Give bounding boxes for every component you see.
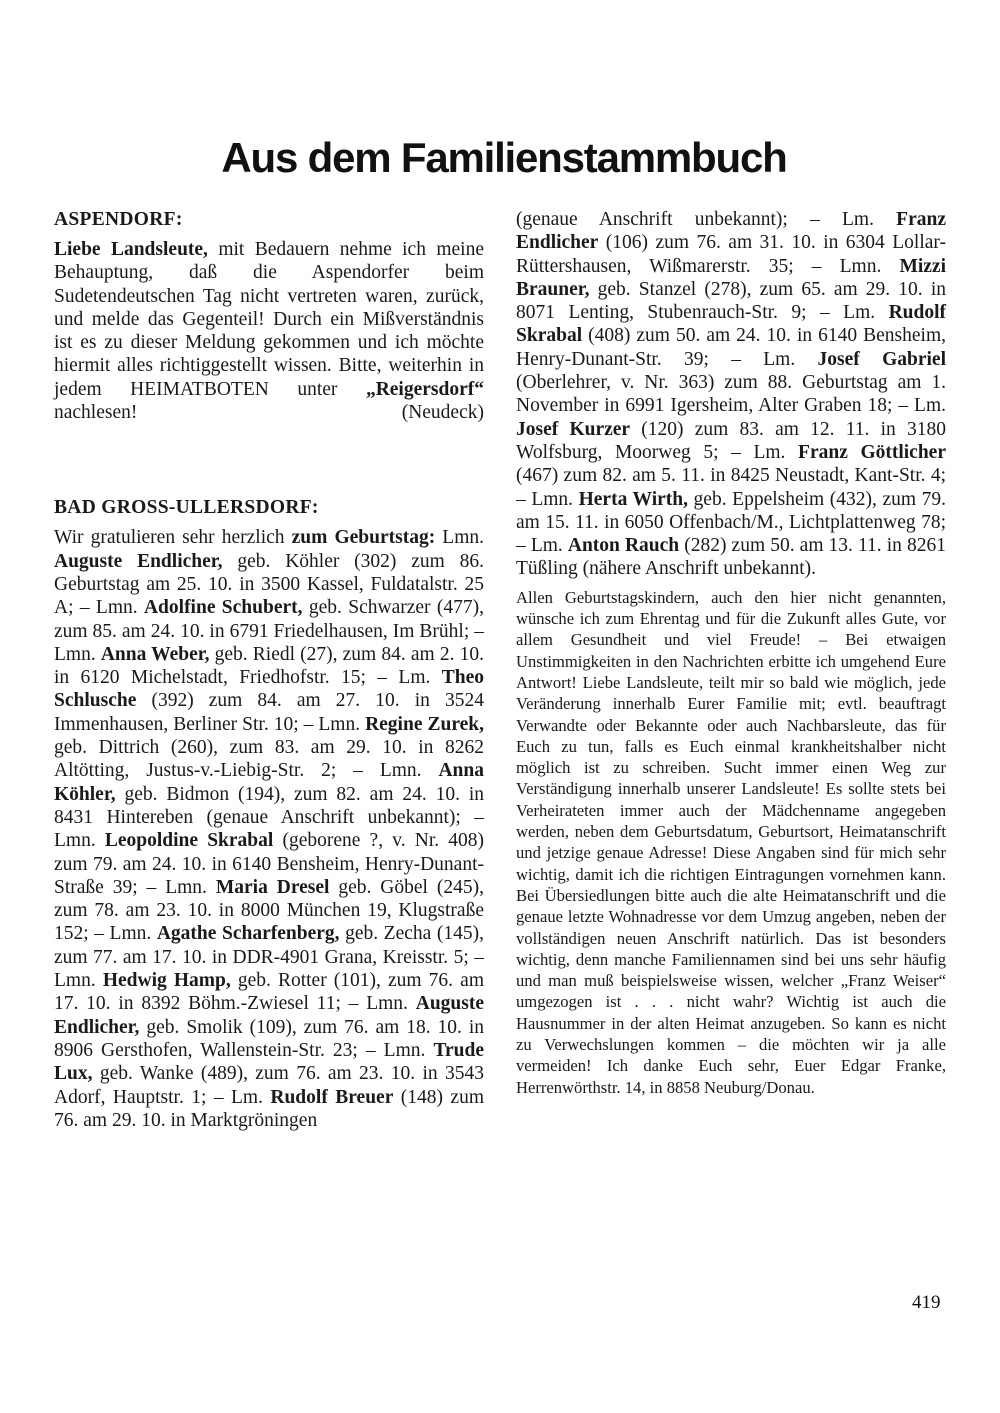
bold-name: Franz Endlicher [516, 209, 946, 254]
text-run: (282) zum 50. am 13. 11. in 8261 Tüßling (nähere Anschrift unbekannt). [516, 535, 946, 580]
text-run: (geborene ?, v. Nr. 408) zum 79. am 24. 10. in 6140 Bensheim, Henry-Dunant-Straße 39; – Lmn. [54, 830, 484, 898]
bold-name: Hedwig Hamp, [102, 970, 231, 992]
text-run: geb. Smolik (109), zum 76. am 18. 10. in 8906 Gersthofen, Wallenstein-Str. 23; – Lmn. [54, 1016, 484, 1061]
text-run: geb. Wanke (489), zum 76. am 23. 10. in 3543 Adorf, Hauptstr. 1; – Lm. [54, 1063, 484, 1108]
bold-name: Josef Kurzer [516, 418, 631, 440]
text-run: geb. Riedl (27), zum 84. am 2. 10. in 6120 Michelstadt, Friedhofstr. 15; – Lm. [54, 643, 484, 689]
text-run: geb. Bidmon (194), zum 82. am 24. 10. in 8431 Hintereben (genaue Anschrift unbekannt); – Lmn. [54, 783, 484, 852]
right-column [516, 208, 946, 1098]
bold-name: Anna Köhler, [54, 760, 484, 805]
text-run: geb. Göbel (245), zum 78. am 23. 10. in 8000 München 19, Klugstraße 152; – Lmn. [54, 876, 484, 945]
section-paragraph [54, 526, 484, 1132]
text-run: (genaue Anschrift unbekannt); – Lm. [516, 209, 897, 230]
bold-name: Anton Rauch [567, 535, 680, 557]
birthday-list-continued [516, 208, 946, 581]
text-run: (106) zum 76. am 31. 10. in 6304 Lollar-Rüttershausen, Wißmarerstr. 35; – Lmn. [516, 232, 946, 277]
text-run: (120) zum 83. am 12. 11. in 3180 Wolfsburg, Moorweg 5; – Lm. [516, 418, 947, 463]
text-run: Lmn. [435, 527, 484, 549]
bold-name: Leopoldine Skrabal [104, 830, 274, 852]
bold-name: Herta Wirth, [578, 488, 688, 510]
text-run: (Oberlehrer, v. Nr. 363) zum 88. Geburtstag am 1. November in 6991 Igersheim, Alter Graben 18; – Lm. [516, 372, 946, 417]
bold-name: „Reigersdorf“ [365, 378, 484, 400]
bold-name: Auguste Endlicher, [54, 550, 223, 572]
text-run: geb. Dittrich (260), zum 83. am 29. 10. in 8262 Altötting, Justus-v.-Liebig-Str. 2; – Lmn. [54, 737, 484, 782]
bold-name: Rudolf Breuer [270, 1086, 394, 1108]
section-spacer [54, 424, 484, 496]
text-run: nachlesen! [54, 402, 138, 424]
text-run: (467) zum 82. am 5. 11. in 8425 Neustadt, Kant-Str. 4; – Lmn. [516, 465, 946, 510]
text-run: geb. Schwarzer (477), zum 85. am 24. 10. in 6791 Friedelhausen, Im Brühl; – Lmn. [54, 597, 484, 665]
text-run: geb. Rotter (101), zum 76. am 17. 10. in 8392 Böhm.-Zwiesel 11; – Lmn. [54, 970, 484, 1015]
text-run: Allen Geburtstagskindern, auch den hier nicht genannten, wünsche ich zum Ehrentag und für die Zukunft alles Gute, vor allem Gesundheit und viel Freude! – Bei etwaigen Unstimmigkeiten in den Nachrichten erbitte ich umgehend Eure Antwort! Liebe Landsleute, teilt mir so bald wie möglich, jede Veränderung innerhalb Eurer Familie mit; evtl. beauftragt Verwandte oder Bekannte oder auch Nachbarsleute, das für Euch zu tun, falls es Euch einmal krankheitshalber nicht möglich ist zu schreiben. Sucht immer einen Weg zur Verständigung innerhalb unserer Landsleute! Es sollte stets bei Verheirateten immer auch der Mädchenname angegeben werden, neben dem Geburtsdatum, Geburtsort, Heimatanschrift und jetzige genaue Adresse! Diese Angaben sind für mich sehr wichtig, damit ich die richtigen Eintragungen vornehmen kann. Bei Übersiedlungen bitte auch die alte Heimatanschrift und die genaue letzte Wohnadresse vor dem Umzug angeben, neben der vollständigen neuen Anschrift natürlich. Das ist besonders wichtig, denn manche Familiennamen sind bei uns sehr häufig und man muß beispielsweise wissen, welcher „Franz Weiser“ umgezogen ist . . . nicht wahr? Wichtig ist auch die Hausnummer in der alten Heimat anzugeben. So kann es nicht zu Verwechslungen kommen – die möchten wir ja alle vermeiden! Ich danke Euch sehr, Euer Edgar Franke, Herrenwörthstr. 14, in 8858 Neuburg/Donau. [516, 587, 946, 1097]
text-run: geb. Köhler (302) zum 86. Geburtstag am 25. 10. in 3500 Kassel, Fuldatalstr. 25 A; – Lmn. [54, 550, 484, 619]
bold-name: Regine Zurek, [365, 713, 484, 735]
bold-name: Agathe Scharfenberg, [156, 923, 340, 945]
section-paragraph [54, 238, 484, 424]
section-heading: BAD GROSS-ULLERSDORF: [54, 497, 319, 519]
bold-name: Liebe Landsleute, [54, 239, 208, 260]
author-signature: (Neudeck) [401, 402, 484, 424]
page-number: 419 [912, 1292, 941, 1313]
bold-name: Rudolf Skrabal [516, 302, 946, 347]
page-title: Aus dem Familienstammbuch [221, 134, 787, 182]
left-column [54, 208, 484, 1132]
text-run: Wir gratulieren sehr herzlich [54, 527, 292, 549]
bold-name: Maria Dresel [215, 876, 330, 898]
bold-name: Franz Göttlicher [798, 441, 946, 463]
bold-name: Auguste Endlicher, [54, 993, 484, 1038]
text-run: mit Bedauern nehme ich meine Behauptung, daß die Aspendorfer beim Sudetendeutschen Tag nicht vertreten waren, zurück, und melde das Gegenteil! Durch ein Mißverständnis ist es zu dieser Meldung gekommen und ich möchte hiermit alles richtiggestellt wissen. Bitte, weiterhin in jedem HEIMATBOTEN unter [54, 239, 484, 400]
text-run: (148) zum 76. am 29. 10. in Marktgröningen [54, 1086, 485, 1131]
section-heading: ASPENDORF: [54, 209, 183, 230]
bold-name: Trude Lux, [54, 1039, 484, 1085]
bold-name: Theo Schlusche [54, 667, 484, 712]
section-bad-gross-ullersdorf [54, 496, 484, 1132]
bold-name: Mizzi Brauner, [516, 255, 946, 300]
text-run: geb. Zecha (145), zum 77. am 17. 10. in DDR-4901 Grana, Kreisstr. 5; – Lmn. [54, 923, 484, 992]
text-run: geb. Stanzel (278), zum 65. am 29. 10. in 8071 Lenting, Stubenrauch-Str. 9; – Lm. [516, 278, 946, 324]
section-aspendorf [54, 208, 484, 424]
text-run: (392) zum 84. am 27. 10. in 3524 Immenhausen, Berliner Str. 10; – Lmn. [54, 690, 484, 735]
text-run: geb. Eppelsheim (432), zum 79. am 15. 11. in 6050 Offenbach/M., Lichtplattenweg 78; – Lm. [516, 488, 946, 557]
text-run: (408) zum 50. am 24. 10. in 6140 Bensheim, Henry-Dunant-Str. 39; – Lm. [516, 325, 946, 370]
bold-name: Adolfine Schubert, [143, 597, 303, 619]
bold-name: Anna Weber, [100, 643, 210, 665]
bold-name: zum Geburtstag: [291, 527, 436, 549]
closing-letter [516, 587, 946, 1098]
bold-name: Josef Gabriel [817, 348, 946, 370]
